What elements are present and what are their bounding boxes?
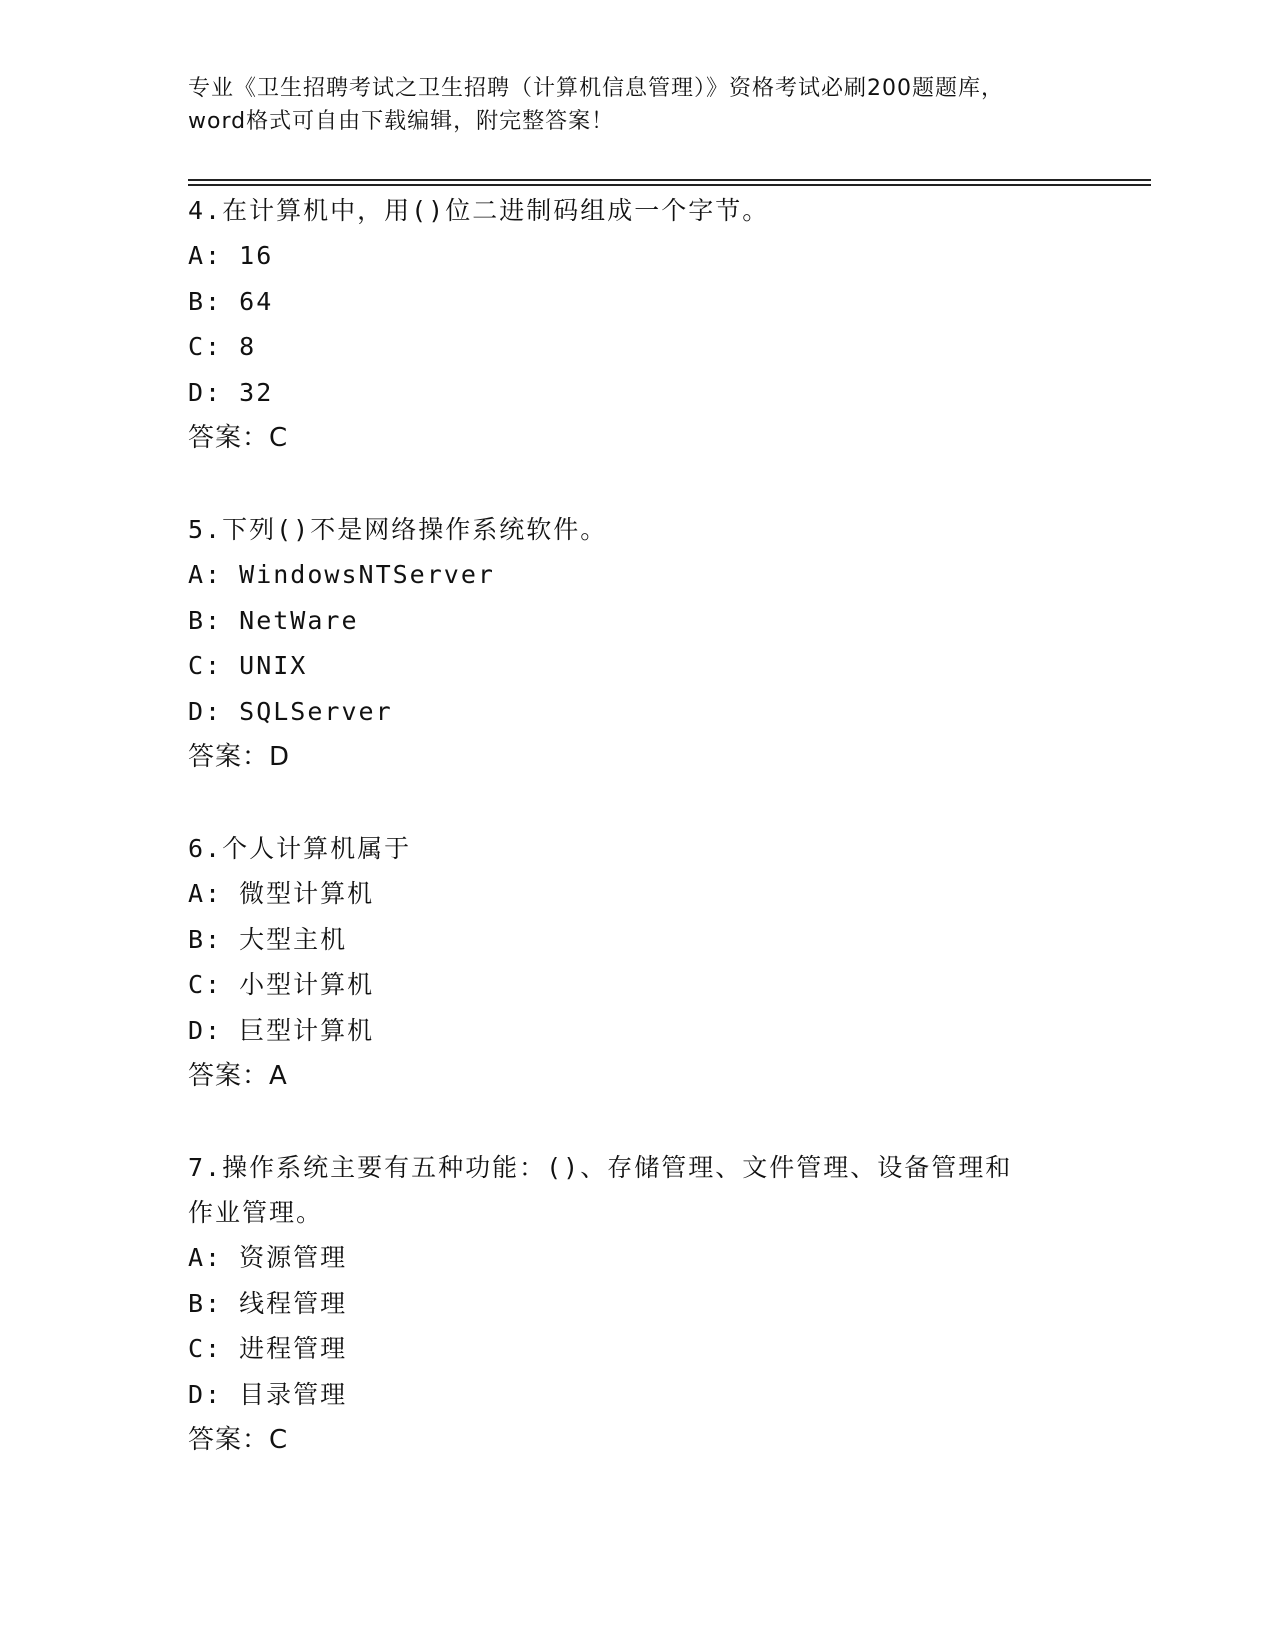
question-text-line-1: 7.操作系统主要有五种功能：()、存储管理、文件管理、设备管理和 [188, 1153, 1013, 1182]
option-a: A: 资源管理 [188, 1243, 348, 1272]
option-b: B: NetWare [188, 605, 359, 635]
answer-label: 答案：C [188, 1425, 289, 1455]
option-d: D: SQLServer [188, 696, 393, 726]
option-c: C: 进程管理 [188, 1334, 348, 1363]
question-text: 5.下列()不是网络操作系统软件。 [188, 515, 608, 544]
document-header [188, 72, 1088, 138]
option-d: D: 巨型计算机 [188, 1015, 375, 1045]
question-6 [188, 826, 1088, 1099]
option-d: D: 目录管理 [188, 1379, 348, 1409]
option-a: A: 16 [188, 241, 274, 270]
option-b: B: 线程管理 [188, 1288, 348, 1318]
option-c: C: 8 [188, 332, 257, 361]
option-b: B: 64 [188, 286, 274, 316]
option-c: C: UNIX [188, 651, 308, 680]
question-7 [188, 1145, 1088, 1463]
header-divider-top [188, 179, 1151, 181]
answer-label: 答案：C [188, 423, 289, 453]
option-a: A: 微型计算机 [188, 879, 375, 908]
question-text-line-2: 作业管理。 [188, 1198, 324, 1227]
question-5 [188, 507, 1088, 780]
option-c: C: 小型计算机 [188, 970, 375, 999]
option-d: D: 32 [188, 377, 274, 407]
option-b: B: 大型主机 [188, 924, 348, 954]
header-line-2: word格式可自由下载编辑，附完整答案！ [188, 109, 615, 134]
option-a: A: WindowsNTServer [188, 560, 495, 589]
question-text: 4.在计算机中，用()位二进制码组成一个字节。 [188, 196, 770, 225]
question-4 [188, 188, 1088, 461]
question-text: 6.个人计算机属于 [188, 834, 412, 863]
answer-label: 答案：D [188, 742, 291, 772]
question-list [188, 188, 1088, 1509]
header-line-1: 专业《卫生招聘考试之卫生招聘（计算机信息管理）》资格考试必刷200题题库， [188, 76, 1004, 101]
answer-label: 答案：A [188, 1061, 288, 1091]
header-divider-bottom [188, 184, 1151, 186]
